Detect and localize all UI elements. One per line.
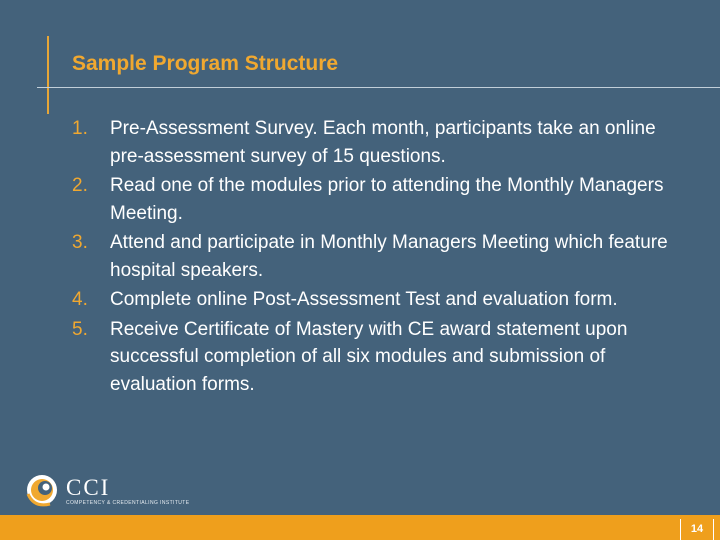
list-item-text: Pre-Assessment Survey. Each month, participants take an online pre-assessment survey of 15 questions. <box>110 118 656 167</box>
list-item-text: Attend and participate in Monthly Managers Meeting which feature hospital speakers. <box>110 232 668 281</box>
list-item-number: 2. <box>72 175 88 196</box>
program-steps-list <box>72 115 682 400</box>
list-item <box>72 286 682 314</box>
cci-swirl-icon <box>24 470 62 510</box>
title-vertical-rule <box>47 36 49 114</box>
list-item-text: Complete online Post-Assessment Test and evaluation form. <box>110 289 618 310</box>
list-item <box>72 115 682 170</box>
list-item <box>72 172 682 227</box>
cci-logo <box>24 470 224 510</box>
list-item-text: Receive Certificate of Mastery with CE award statement upon successful completion of all six modules and submission of evaluation forms. <box>110 318 628 395</box>
list-item <box>72 316 682 399</box>
list-item <box>72 229 682 284</box>
slide-title: Sample Program Structure <box>72 52 339 75</box>
page-number: 14 <box>690 523 704 535</box>
list-item-text: Read one of the modules prior to attending the Monthly Managers Meeting. <box>110 175 664 224</box>
list-item-number: 1. <box>72 118 88 139</box>
logo-subtitle: COMPETENCY & CREDENTIALING INSTITUTE <box>66 500 190 506</box>
list-item-number: 5. <box>72 318 88 340</box>
list-item-number: 4. <box>72 289 88 310</box>
list-item-number: 3. <box>72 232 88 253</box>
title-horizontal-rule <box>37 87 720 88</box>
footer-bar <box>0 515 720 540</box>
page-number-box <box>680 519 714 540</box>
logo-name: CCI <box>66 475 111 500</box>
